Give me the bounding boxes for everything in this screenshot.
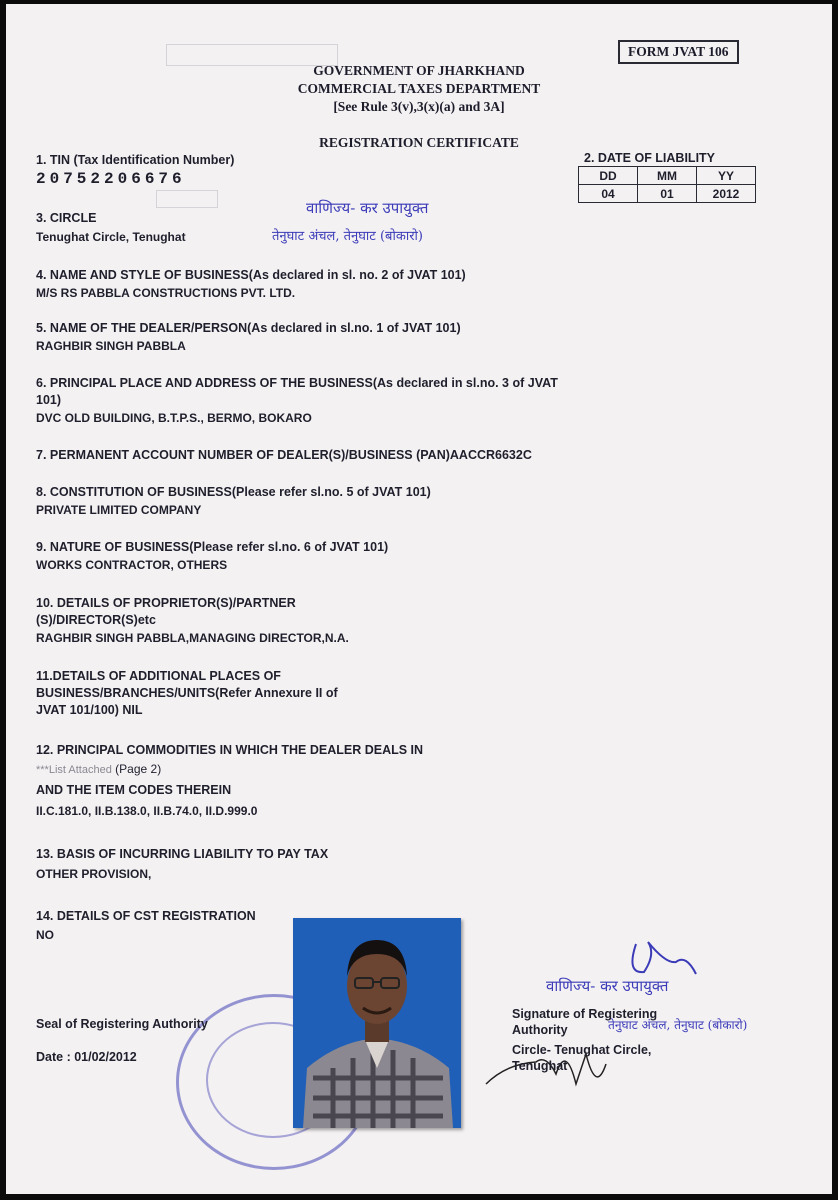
list-attached-text: ***List Attached (36, 764, 112, 776)
item-codes-label: AND THE ITEM CODES THEREIN (36, 783, 232, 797)
issue-date: Date : 01/02/2012 (36, 1050, 137, 1064)
signature-stamp-line2: तेनुघाट अंचल, तेनुघाट (बोकारो) (608, 1018, 748, 1032)
constitution-value: PRIVATE LIMITED COMPANY (36, 503, 202, 517)
page-ref-text: (Page 2) (111, 762, 162, 776)
signature-circle: Circle- Tenughat Circle, (512, 1043, 652, 1057)
tin-value: 20752206676 (36, 170, 186, 188)
signature-stamp-line1: वाणिज्य- कर उपायुक्त (546, 977, 669, 995)
proprietor-label: 10. DETAILS OF PROPRIETOR(S)/PARTNER (36, 596, 296, 610)
seal-label: Seal of Registering Authority (36, 1017, 208, 1031)
item-codes-value: II.C.181.0, II.B.138.0, II.B.74.0, II.D.999.0 (36, 804, 258, 818)
cst-value: NO (36, 928, 54, 942)
ghost-artifact (156, 190, 218, 208)
principal-place-label-cont: 101) (36, 393, 62, 407)
tin-label: 1. TIN (Tax Identification Number) (36, 153, 235, 167)
business-name-value: M/S RS PABBLA CONSTRUCTIONS PVT. LTD. (36, 286, 296, 300)
yy-value: 2012 (697, 185, 756, 203)
date-of-liability-label: 2. DATE OF LIABILITY (584, 151, 716, 165)
cst-label: 14. DETAILS OF CST REGISTRATION (36, 909, 256, 923)
circle-value: Tenughat Circle, Tenughat (36, 230, 186, 244)
constitution-label: 8. CONSTITUTION OF BUSINESS(Please refer sl.no. 5 of JVAT 101) (36, 485, 431, 499)
header-government: GOVERNMENT OF JHARKHAND (313, 63, 525, 78)
dealer-name-label: 5. NAME OF THE DEALER/PERSON(As declared in sl.no. 1 of JVAT 101) (36, 321, 461, 335)
header-rule: [See Rule 3(v),3(x)(a) and 3A] (333, 99, 505, 114)
header-department: COMMERCIAL TAXES DEPARTMENT (297, 81, 541, 96)
commodities-label: 12. PRINCIPAL COMMODITIES IN WHICH THE DEALER DEALS IN (36, 743, 424, 757)
signature-authority: Authority (512, 1023, 568, 1037)
additional-places-label-cont: BUSINESS/BRANCHES/UNITS(Refer Annexure II of (36, 686, 338, 700)
proprietor-value: RAGHBIR SINGH PABBLA,MANAGING DIRECTOR,N.A. (36, 631, 349, 645)
circle-stamp-line2: तेनुघाट अंचल, तेनुघाट (बोकारो) (272, 229, 423, 244)
person-portrait-icon (293, 918, 461, 1128)
form-number-tag: FORM JVAT 106 (618, 40, 739, 64)
proprietor-label-cont: (S)/DIRECTOR(S)etc (36, 613, 156, 627)
circle-stamp-line1: वाणिज्य- कर उपायुक्त (306, 199, 429, 217)
dealer-photo (293, 918, 461, 1128)
additional-places-value: JVAT 101/100) NIL (36, 703, 143, 717)
principal-place-label: 6. PRINCIPAL PLACE AND ADDRESS OF THE BUSINESS(As declared in sl.no. 3 of JVAT (36, 376, 558, 390)
certificate-title: REGISTRATION CERTIFICATE (319, 135, 519, 150)
dealer-name-value: RAGHBIR SINGH PABBLA (36, 339, 186, 353)
business-name-label: 4. NAME AND STYLE OF BUSINESS(As declared in sl. no. 2 of JVAT 101) (36, 268, 466, 282)
nature-of-business-value: WORKS CONTRACTOR, OTHERS (36, 558, 228, 572)
liability-basis-label: 13. BASIS OF INCURRING LIABILITY TO PAY TAX (36, 847, 329, 861)
circle-label: 3. CIRCLE (36, 211, 97, 225)
nature-of-business-label: 9. NATURE OF BUSINESS(Please refer sl.no. 6 of JVAT 101) (36, 540, 389, 554)
dd-header: DD (579, 167, 638, 185)
commodities-list-note (36, 761, 161, 778)
additional-places-label: 11.DETAILS OF ADDITIONAL PLACES OF (36, 669, 281, 683)
liability-basis-value: OTHER PROVISION, (36, 867, 152, 881)
signature-label: Signature of Registering (512, 1007, 658, 1021)
dd-value: 04 (579, 185, 638, 203)
mm-value: 01 (638, 185, 697, 203)
date-of-liability-table (578, 166, 756, 203)
mm-header: MM (638, 167, 697, 185)
pan-line: 7. PERMANENT ACCOUNT NUMBER OF DEALER(S)/BUSINESS (PAN)AACCR6632C (36, 448, 532, 462)
yy-header: YY (697, 167, 756, 185)
principal-place-value: DVC OLD BUILDING, B.T.P.S., BERMO, BOKARO (36, 411, 312, 425)
certificate-page (6, 4, 832, 1194)
signature-place: Tenughat (512, 1059, 568, 1073)
